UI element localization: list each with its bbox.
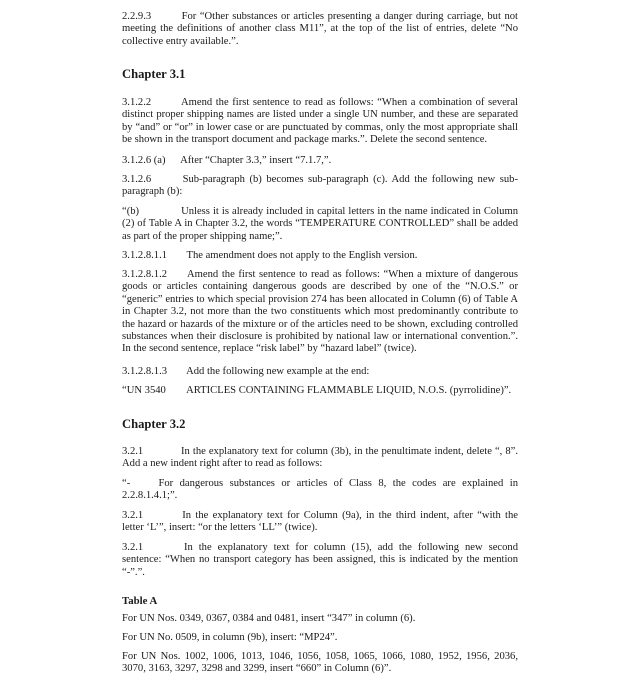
paragraph-text: Sub-paragraph (b) becomes sub-paragraph (c). Add the following new sub-paragraph (b): [122,174,518,198]
paragraph-number: “- [122,478,131,489]
paragraph-text: Add the following new example at the end: [186,366,370,377]
paragraph-number: “(b) [122,206,140,217]
paragraph-3-2-1-column-3b [122,446,518,471]
paragraph-3-1-2-2 [122,97,518,147]
paragraph-text: For dangerous substances or articles of Class 8, the codes are explained in 2.2.8.1.4.1;”. [122,478,518,502]
paragraph-un-3540 [122,385,518,397]
paragraph-text: Amend the first sentence to read as follows: “When a mixture of dangerous goods or articles containing dangerous goods are described by one of the “N.O.S.” or “generic” entries to which special provision 274 has been allocated in Column (6) of Table A in Chapter 3.2, not more than the two constituents which most predominantly contribute to the hazard or hazards of the mixture or of the articles need to be shown, excluding controlled substances when their disclosure is prohibited by national law or international convention.”. In the second sentence, replace “risk label” by “hazard label” (twice). [122,269,518,355]
paragraph-number: 3.1.2.8.1.3 [122,366,168,377]
paragraph-text: Unless it is already included in capital letters in the name indicated in Column (2) of Table A in Chapter 3.2, the words “TEMPERATURE CONTROLLED” shall be added as part of the proper shipping name;”. [122,206,518,242]
table-a-line-1: For UN Nos. 0349, 0367, 0384 and 0481, insert “347” in column (6). [122,613,416,624]
paragraph-number: 3.1.2.6 (a) [122,155,166,166]
paragraph-text: Amend the first sentence to read as follows: “When a combination of several distinct proper shipping names are listed under a single UN number, and these are separated by “and” or “or” in lower case or are punctuated by commas, only the most appropriate shall be shown in the transport document and package marks.”. Delete the second sentence. [122,97,518,146]
paragraph-3-1-2-6-a [122,155,518,167]
chapter-3-1-heading: Chapter 3.1 [122,67,186,81]
paragraph-text: ARTICLES CONTAINING FLAMMABLE LIQUID, N.O.S. (pyrrolidine)”. [186,385,512,396]
paragraph-text: In the explanatory text for column (3b), in the penultimate indent, delete “, 8”. Add a new indent right after to read as follows: [122,446,518,470]
paragraph-new-indent [122,478,518,503]
paragraph-number: “UN 3540 [122,385,166,396]
table-a-line-3: For UN Nos. 1002, 1006, 1013, 1046, 1056, 1058, 1065, 1066, 1080, 1952, 1956, 2036, 3070, 3163, 3297, 3298 and 3299, insert “660” in Column (6)”. [122,651,518,675]
paragraph-text: In the explanatory text for column (15), add the following new second sentence: “When no transport category has been assigned, this is indicated by the mention “-”.”. [122,542,518,578]
paragraph-b [122,206,518,243]
paragraph-2-2-9-3 [122,11,518,48]
paragraph-number: 3.1.2.8.1.2 [122,269,168,280]
paragraph-3-1-2-6 [122,174,518,199]
paragraph-3-1-2-8-1-2 [122,269,518,356]
paragraph-number: 3.1.2.8.1.1 [122,250,168,261]
paragraph-text: For “Other substances or articles presenting a danger during carriage, but not meeting the definitions of another class M11”, at the top of the list of entries, delete “No collective entry available.”. [122,11,519,47]
paragraph-number: 3.1.2.6 [122,174,152,185]
paragraph-3-1-2-8-1-3 [122,366,518,378]
paragraph-number: 2.2.9.3 [122,11,152,22]
chapter-3-2-heading: Chapter 3.2 [122,417,186,431]
paragraph-number: 3.2.1 [122,446,144,457]
paragraph-3-2-1-column-9a [122,510,518,535]
paragraph-number: 3.2.1 [122,510,144,521]
paragraph-3-2-1-column-15 [122,542,518,579]
table-a-line-2: For UN No. 0509, in column (9b), insert: “MP24”. [122,632,338,643]
paragraph-text: In the explanatory text for Column (9a), in the third indent, after “with the letter ‘L’”, insert: “or the letters ‘LL’” (twice). [122,510,518,534]
paragraph-3-1-2-8-1-1 [122,250,518,262]
paragraph-text: The amendment does not apply to the English version. [186,250,418,261]
table-a-heading: Table A [122,595,158,607]
paragraph-text: After “Chapter 3.3,” insert “7.1.7,”. [180,155,332,166]
paragraph-number: 3.2.1 [122,542,144,553]
paragraph-number: 3.1.2.2 [122,97,152,108]
